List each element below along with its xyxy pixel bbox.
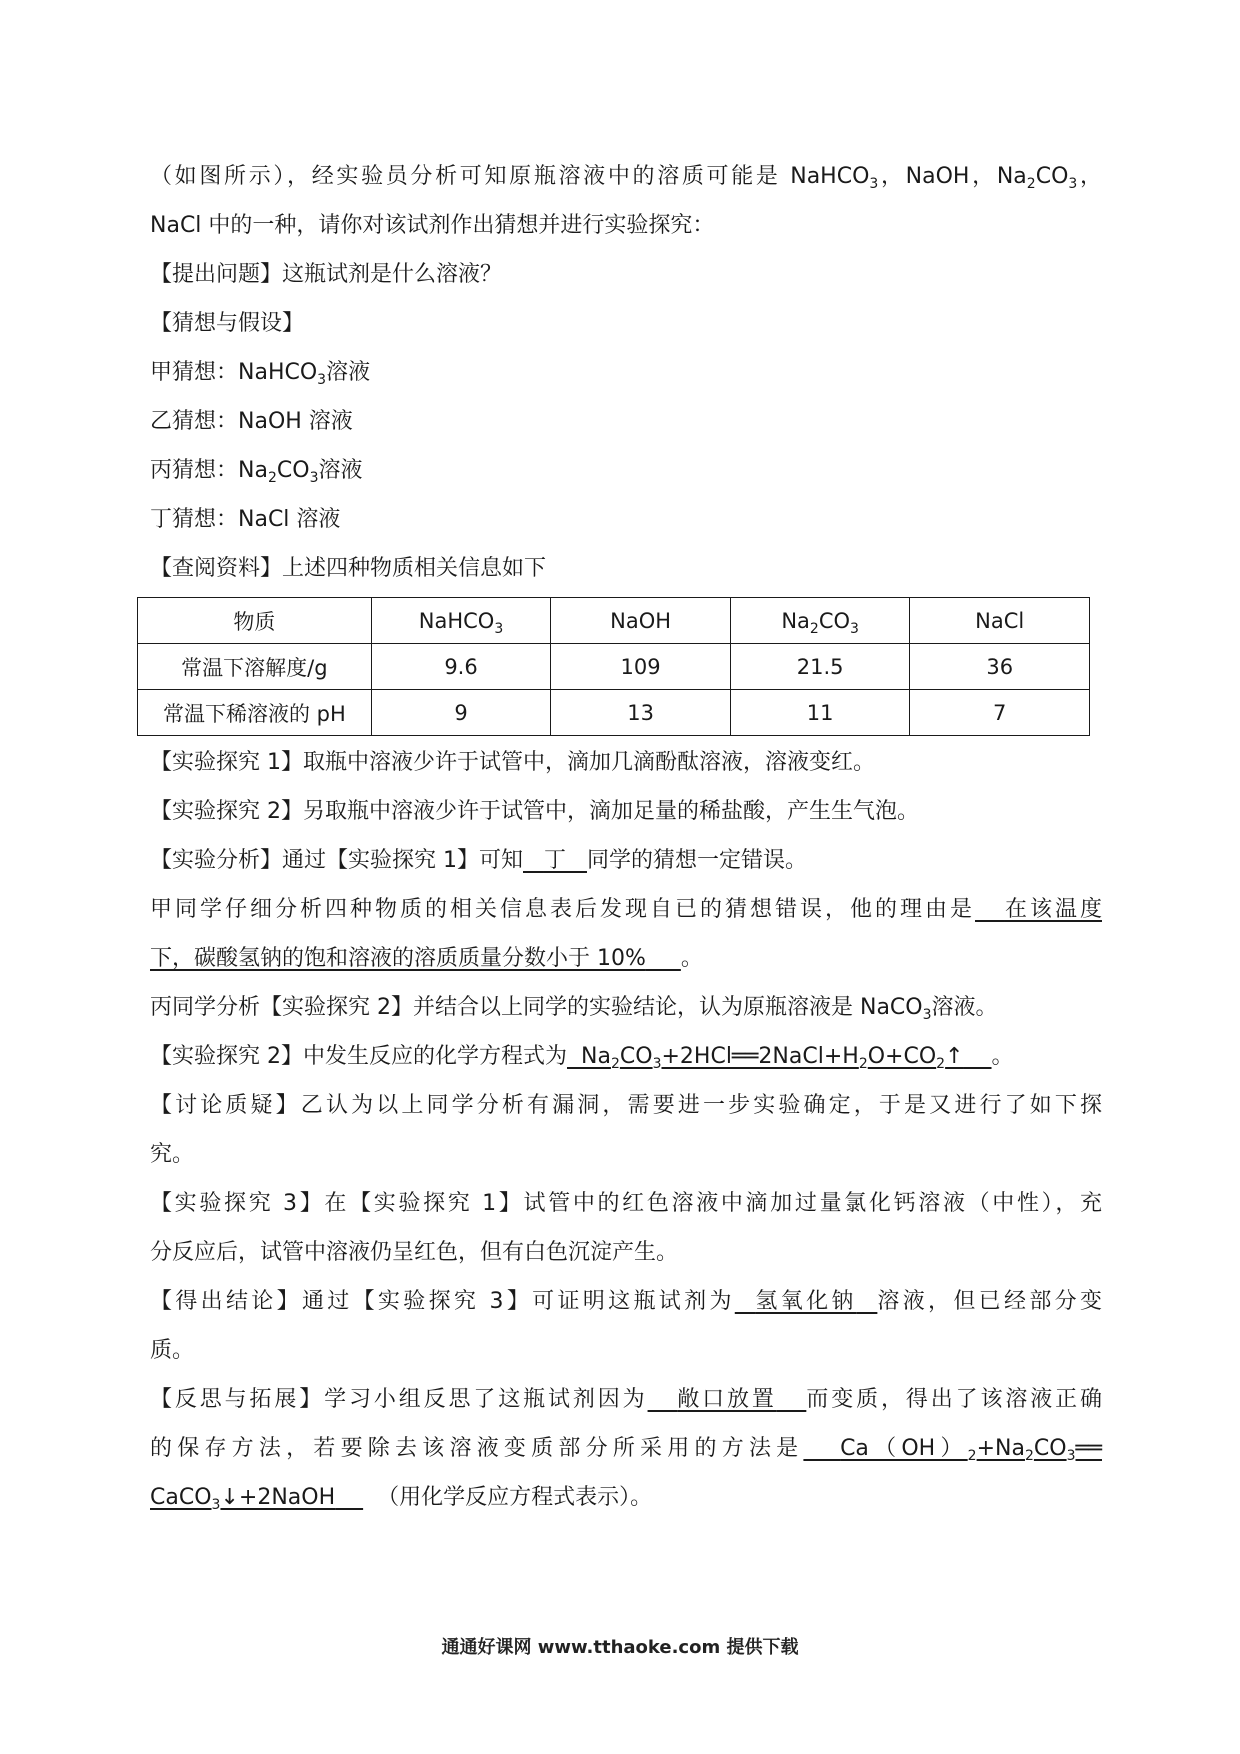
conclusion-line-2: 质。	[150, 1338, 195, 1363]
hypothesis-heading: 【猜想与假设】	[150, 311, 305, 336]
answer-blank-2b: 下，碳酸氢钠的饱和溶液的溶质质量分数小于 10%	[150, 946, 646, 971]
reflection-line-3: CaCO$_3$↓+2NaOH （用化学反应方程式表示）。	[150, 1485, 653, 1513]
answer-blank-4: 氢氧化钠	[755, 1289, 857, 1314]
table-col-na2co3: $Na_2CO_3$	[730, 598, 910, 644]
intro-line-1: （如图所示），经实验员分析可知原瓶溶液中的溶质可能是 NaHCO$_3$，NaOH，$Na_2CO_3$，	[150, 164, 1102, 192]
discussion-line-1: 【讨论质疑】乙认为以上同学分析有漏洞，需要进一步实验确定，于是又进行了如下探	[150, 1093, 1102, 1118]
experiment-3-line-2: 分反应后，试管中溶液仍呈红色，但有白色沉淀产生。	[150, 1240, 679, 1265]
answer-blank-5: 敞口放置	[677, 1387, 777, 1412]
intro-line-2: NaCl 中的一种，请你对该试剂作出猜想并进行实验探究：	[150, 213, 715, 238]
equation-line: 【实验探究 2】中发生反应的化学方程式为 $Na_2CO_3+2HCl══2NaCl+H_2O+CO_2↑$ 。	[150, 1044, 1014, 1072]
table-col-nacl: NaCl	[910, 598, 1090, 644]
reflection-line-2: 的保存方法，若要除去该溶液变质部分所采用的方法是 $Ca(OH)_2+Na_2CO_3══$	[150, 1436, 1102, 1464]
table-cell: 36	[910, 644, 1090, 690]
experiment-3-line-1: 【实验探究 3】在【实验探究 1】试管中的红色溶液中滴加过量氯化钙溶液（中性），充	[150, 1191, 1102, 1216]
bing-analysis: 丙同学分析【实验探究 2】并结合以上同学的实验结论，认为原瓶溶液是 NaCO$_3$溶液。	[150, 995, 998, 1023]
answer-blank-2a: 在该温度	[1004, 897, 1102, 922]
guess-ding: 丁猜想：NaCl 溶液	[150, 507, 341, 532]
experiment-1: 【实验探究 1】取瓶中溶液少许于试管中，滴加几滴酚酞溶液，溶液变红。	[150, 750, 875, 775]
answer-blank-3: $Na_2CO_3+2HCl══2NaCl+H_2O+CO_2↑$	[581, 1044, 964, 1072]
table-row-label: 常温下稀溶液的 pH	[138, 690, 372, 736]
substance-info-table	[137, 597, 1090, 736]
table-cell: 11	[730, 690, 910, 736]
table-row	[138, 644, 1090, 690]
conclusion-line-1: 【得出结论】通过【实验探究 3】可证明这瓶试剂为 氢氧化钠 溶液，但已经部分变	[150, 1289, 1102, 1314]
analysis-line: 【实验分析】通过【实验探究 1】可知 丁 同学的猜想一定错误。	[150, 848, 807, 873]
answer-blank-6b: CaCO$_3$↓+2NaOH	[150, 1485, 336, 1513]
table-cell: 21.5	[730, 644, 910, 690]
discussion-line-2: 究。	[150, 1142, 195, 1167]
guess-bing: 丙猜想：$Na_2CO_3$溶液	[150, 458, 363, 486]
table-cell: 13	[551, 690, 731, 736]
table-cell: 7	[910, 690, 1090, 736]
document-body	[150, 152, 1102, 1522]
jia-reason-line-2: 下，碳酸氢钠的饱和溶液的溶质质量分数小于 10% 。	[150, 946, 703, 971]
jia-reason-line-1: 甲同学仔细分析四种物质的相关信息表后发现自已的猜想错误，他的理由是 在该温度	[150, 897, 1102, 922]
table-row-label: 常温下溶解度/g	[138, 644, 372, 690]
question-heading: 【提出问题】这瓶试剂是什么溶液？	[150, 262, 503, 287]
table-cell: 109	[551, 644, 731, 690]
table-cell: 9	[371, 690, 551, 736]
lookup-heading: 【查阅资料】上述四种物质相关信息如下	[150, 556, 547, 581]
table-col-naoh: NaOH	[551, 598, 731, 644]
table-col-nahco3: NaHCO$_3$	[371, 598, 551, 644]
table-header-label: 物质	[138, 598, 372, 644]
answer-blank-6a: $Ca(OH)_2+Na_2CO_3══$	[840, 1436, 1102, 1464]
page-footer: 通通好课网 www.tthaoke.com 提供下载	[441, 1637, 799, 1658]
guess-yi: 乙猜想：NaOH 溶液	[150, 409, 353, 434]
table-row	[138, 690, 1090, 736]
guess-jia: 甲猜想：NaHCO$_3$溶液	[150, 360, 371, 388]
reflection-line-1: 【反思与拓展】学习小组反思了这瓶试剂因为 敞口放置 而变质，得出了该溶液正确	[150, 1387, 1102, 1412]
answer-blank-1: 丁	[543, 848, 566, 873]
table-cell: 9.6	[371, 644, 551, 690]
experiment-2: 【实验探究 2】另取瓶中溶液少许于试管中，滴加足量的稀盐酸，产生生气泡。	[150, 799, 919, 824]
table-header-row	[138, 598, 1090, 644]
